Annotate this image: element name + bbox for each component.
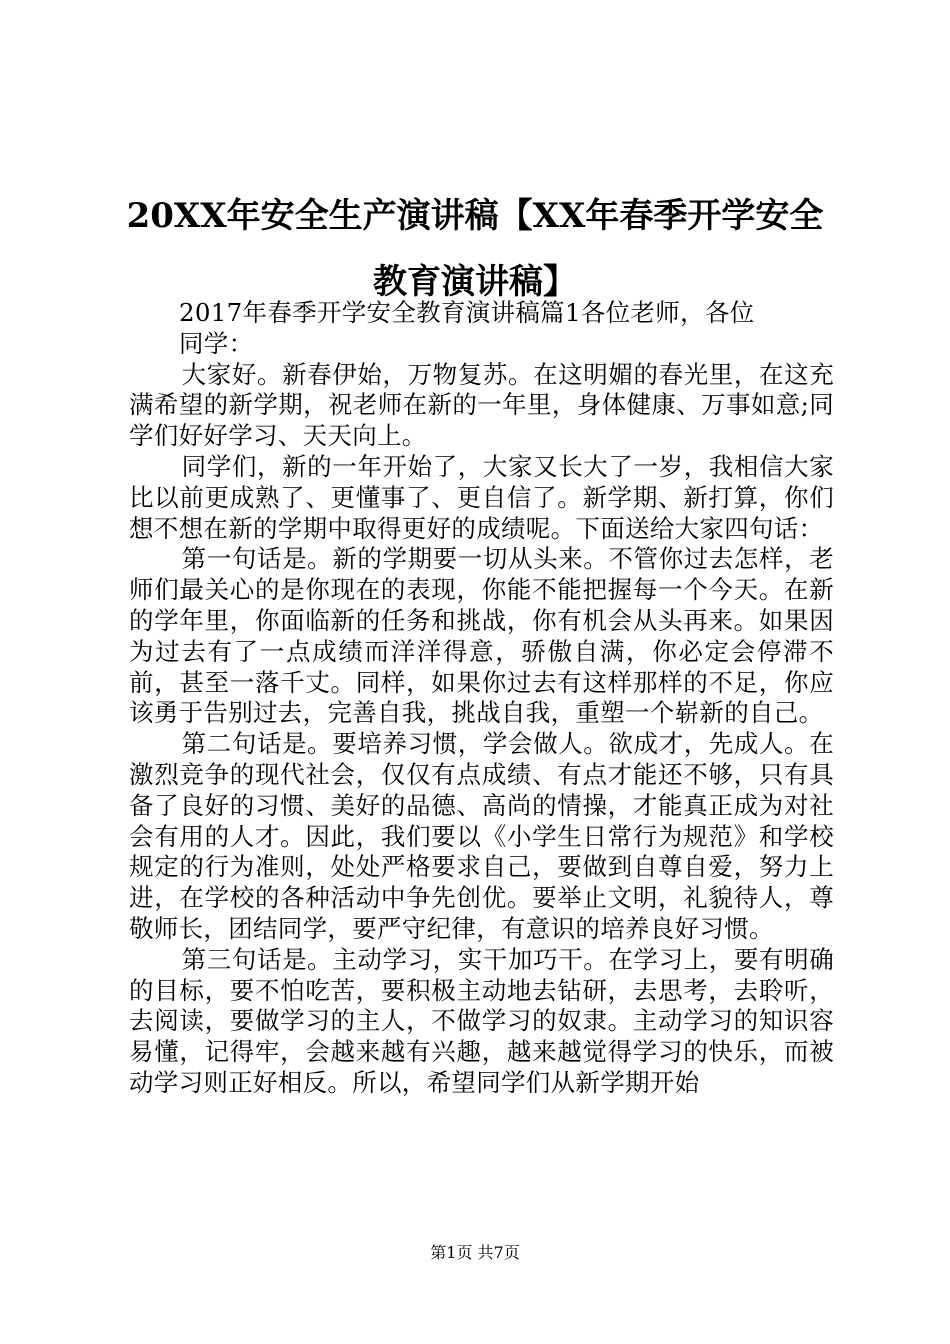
document-title: [110, 183, 840, 315]
paragraph-first-point: 第一句话是。新的学期要一切从头来。不管你过去怎样，老师们最关心的是你现在的表现，你能不能把握每一个今天。在新的学年里，你面临新的任务和挑战，你有机会从头再来。如果因为过去有了一点成绩而洋洋得意，骄傲自满，你必定会停滞不前，甚至一落千丈。同样，如果你过去有这样那样的不足，你应该勇于告别过去，完善自我，挑战自我，重塑一个崭新的自己。: [129, 544, 834, 728]
document-body: [129, 298, 834, 1099]
paragraph-new-year: 同学们，新的一年开始了，大家又长大了一岁，我相信大家比以前更成熟了、更懂事了、更自信了。新学期、新打算，你们想不想在新的学期中取得更好的成绩呢。下面送给大家四句话：: [129, 451, 834, 543]
intro-line: 2017年春季开学安全教育演讲稿篇1各位老师，各位同学：: [179, 298, 755, 358]
page-footer: 第1页 共7页: [430, 1243, 520, 1262]
title-line-2: 教育演讲稿】: [373, 261, 577, 302]
paragraph-third-point: 第三句话是。主动学习，实干加巧干。在学习上，要有明确的目标，要不怕吃苦，要积极主动地去钻研，去思考，去聆听，去阅读，要做学习的主人，不做学习的奴隶。主动学习的知识容易懂，记得牢，会越来越有兴趣，越来越觉得学习的快乐，而被动学习则正好相反。所以，希望同学们从新学期开始: [129, 944, 834, 1097]
paragraph-greeting: 大家好。新春伊始，万物复苏。在这明媚的春光里，在这充满希望的新学期，祝老师在新的一年里，身体健康、万事如意;同学们好好学习、天天向上。: [129, 359, 834, 451]
title-line-1: 20XX年安全生产演讲稿【XX年春季开学安全: [126, 195, 824, 236]
paragraph-second-point: 第二句话是。要培养习惯，学会做人。欲成才，先成人。在激烈竞争的现代社会，仅仅有点成绩、有点才能还不够，只有具备了良好的习惯、美好的品德、高尚的情操，才能真正成为对社会有用的人才。因此，我们要以《小学生日常行为规范》和学校规定的行为准则，处处严格要求自己，要做到自尊自爱，努力上进，在学校的各种活动中争先创优。要举止文明，礼貌待人，尊敬师长，团结同学，要严守纪律，有意识的培养良好习惯。: [129, 729, 834, 943]
